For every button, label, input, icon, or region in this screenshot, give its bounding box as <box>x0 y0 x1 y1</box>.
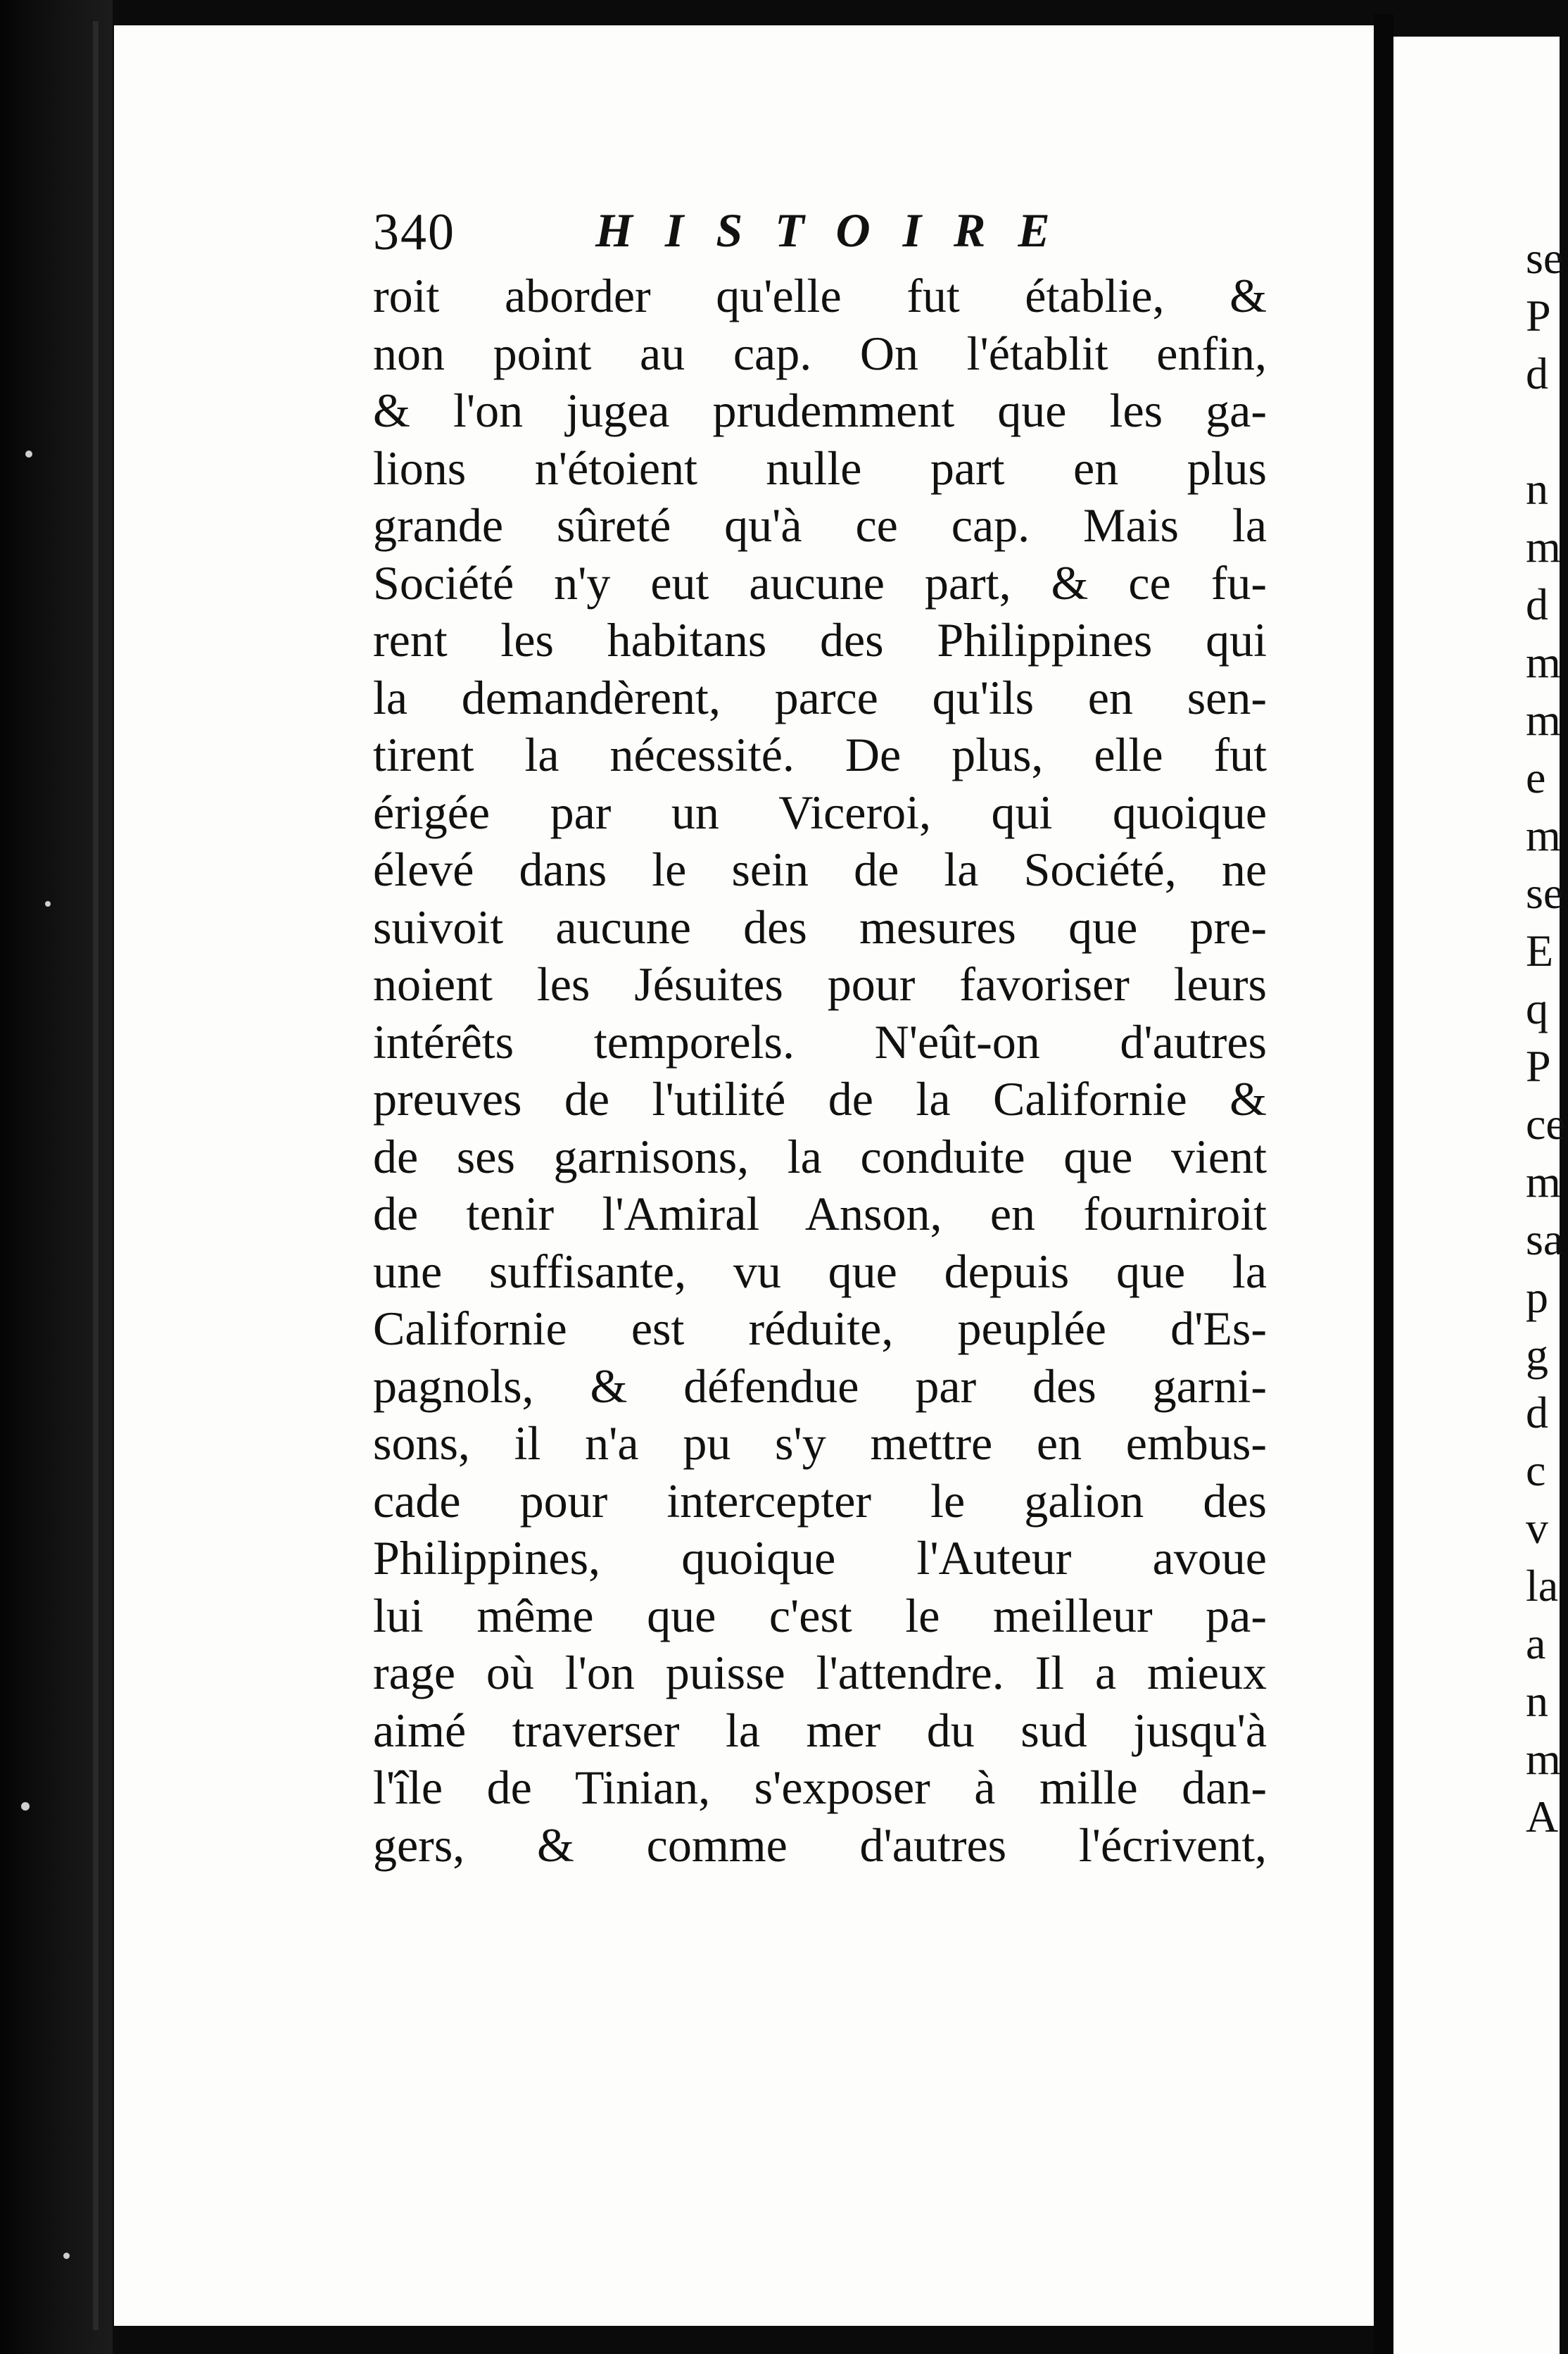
page-gutter <box>1374 14 1393 2354</box>
right-page-fragment: se <box>1526 233 1564 283</box>
right-page-fragment: se <box>1526 868 1564 918</box>
right-page-fragment: P <box>1526 1041 1551 1091</box>
text-line: la demandèrent, parce qu'ils en sen- <box>373 670 1267 724</box>
text-line: sons, il n'a pu s'y mettre en embus- <box>373 1416 1267 1470</box>
text-line: gers, & comme d'autres l'écrivent, <box>373 1818 1267 1872</box>
text-line: preuves de l'utilité de la Californie & <box>373 1072 1267 1126</box>
right-page-fragment: sa <box>1526 1214 1564 1264</box>
text-line: rage où l'on puisse l'attendre. Il a mieux <box>373 1646 1267 1699</box>
text-line: une suffisante, vu que depuis que la <box>373 1244 1267 1298</box>
right-page-fragment: n <box>1526 1676 1548 1726</box>
right-page-fragment: P <box>1526 291 1551 341</box>
text-line: suivoit aucune des mesures que pre- <box>373 900 1267 954</box>
right-page-fragment: d <box>1526 579 1548 629</box>
text-line: lions n'étoient nulle part en plus <box>373 441 1267 495</box>
text-line: érigée par un Viceroi, qui quoique <box>373 785 1267 839</box>
right-page-fragment: la <box>1526 1561 1559 1611</box>
right-page-fragment: m <box>1526 637 1561 687</box>
scan-speck <box>21 1802 30 1811</box>
text-line: l'île de Tinian, s'exposer à mille dan- <box>373 1761 1267 1814</box>
text-line: & l'on jugea prudemment que les ga- <box>373 384 1267 437</box>
scan-speck <box>63 2253 70 2259</box>
text-line: Philippines, quoique l'Auteur avoue <box>373 1531 1267 1585</box>
right-page-fragment: d <box>1526 1387 1548 1437</box>
text-line: roit aborder qu'elle fut établie, & <box>373 269 1267 322</box>
right-page-fragment: ce <box>1526 1099 1566 1149</box>
scan-speck <box>25 451 32 458</box>
right-page-fragment: c <box>1526 1445 1546 1495</box>
text-line: tirent la nécessité. De plus, elle fut <box>373 728 1267 781</box>
text-line: noient les Jésuites pour favoriser leurs <box>373 957 1267 1011</box>
text-line: de tenir l'Amiral Anson, en fourniroit <box>373 1187 1267 1240</box>
binding-rule <box>93 21 99 2330</box>
text-line: pagnols, & défendue par des garni- <box>373 1359 1267 1413</box>
right-page-fragment: q <box>1526 983 1548 1033</box>
scan-speck <box>45 901 51 907</box>
text-line: rent les habitans des Philippines qui <box>373 613 1267 667</box>
text-line: élevé dans le sein de la Société, ne <box>373 843 1267 896</box>
right-page-fragment: E <box>1526 926 1554 976</box>
running-head: HISTOIRE <box>595 203 1082 257</box>
text-line: intérêts temporels. N'eût-on d'autres <box>373 1014 1267 1069</box>
right-page-fragment: n <box>1526 464 1548 514</box>
body-text <box>373 268 1267 1874</box>
right-page-fragment: A <box>1526 1792 1559 1842</box>
right-page-fragment: m <box>1526 810 1561 860</box>
right-page-fragment: m <box>1526 695 1561 745</box>
right-page-fragment: m <box>1526 1157 1561 1207</box>
right-page-fragment: g <box>1526 1330 1548 1380</box>
right-page-fragment: a <box>1526 1618 1546 1668</box>
right-page-fragment: d <box>1526 348 1548 398</box>
right-page-fragment: m <box>1526 1734 1561 1784</box>
right-page-fragment: p <box>1526 1272 1548 1322</box>
text-line: lui même que c'est le meilleur pa- <box>373 1588 1267 1642</box>
text-line: Société n'y eut aucune part, & ce fu- <box>373 555 1267 610</box>
text-line: non point au cap. On l'établit enfin, <box>373 326 1267 380</box>
text-line: cade pour intercepter le galion des <box>373 1473 1267 1528</box>
right-page-fragment: m <box>1526 522 1561 572</box>
right-page-fragment: v <box>1526 1503 1548 1553</box>
text-line: aimé traverser la mer du sud jusqu'à <box>373 1703 1267 1757</box>
text-line: de ses garnisons, la conduite que vient <box>373 1129 1267 1183</box>
page-number: 340 <box>373 203 455 261</box>
text-line: grande sûreté qu'à ce cap. Mais la <box>373 498 1267 552</box>
text-line: Californie est réduite, peuplée d'Es- <box>373 1302 1267 1355</box>
right-page-fragment: e <box>1526 753 1546 802</box>
